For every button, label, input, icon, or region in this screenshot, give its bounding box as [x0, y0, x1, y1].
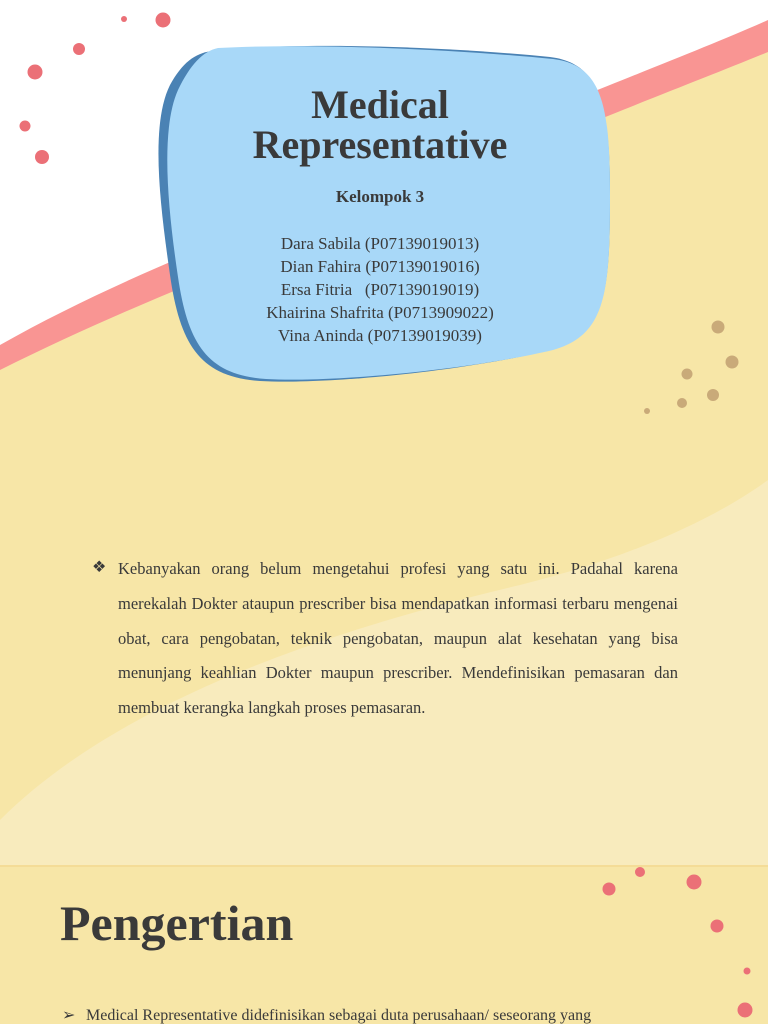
intro-paragraph: Kebanyakan orang belum mengetahui profesi yang satu ini. Padahal karena merekalah Dokter ataupun prescriber bisa mendapatkan informasi terbaru mengenai obat, cara pengobatan, teknik pengobatan, maupun alat kesehatan yang bisa menunjang keahlian Dokter maupun prescriber. Mendefinisikan pemasaran dan membuat kerangka langkah proses pemasaran.: [118, 559, 678, 718]
title-card: [150, 45, 610, 385]
group-label: Kelompok 3: [335, 187, 425, 206]
main-title: Medical Representative: [252, 82, 508, 167]
member-list: [150, 232, 610, 347]
member-item: Dara Sabila (P07139019013): [280, 234, 480, 253]
member-item: Dian Fahira (P07139019016): [280, 257, 480, 276]
member-item: Vina Aninda (P07139019039): [278, 326, 482, 345]
member-item: Khairina Shafrita (P0713909022): [266, 303, 494, 322]
intro-bullet: [92, 552, 678, 726]
arrow-bullet-icon: ➢: [62, 1007, 76, 1024]
diamond-bullet-icon: ❖: [92, 559, 107, 576]
section-title: Pengertian: [60, 895, 294, 951]
member-item: Ersa Fitria (P07139019019): [280, 280, 480, 299]
definition-text: Medical Representative didefinisikan sebagai duta perusahaan/ seseorang yang: [86, 1007, 592, 1024]
